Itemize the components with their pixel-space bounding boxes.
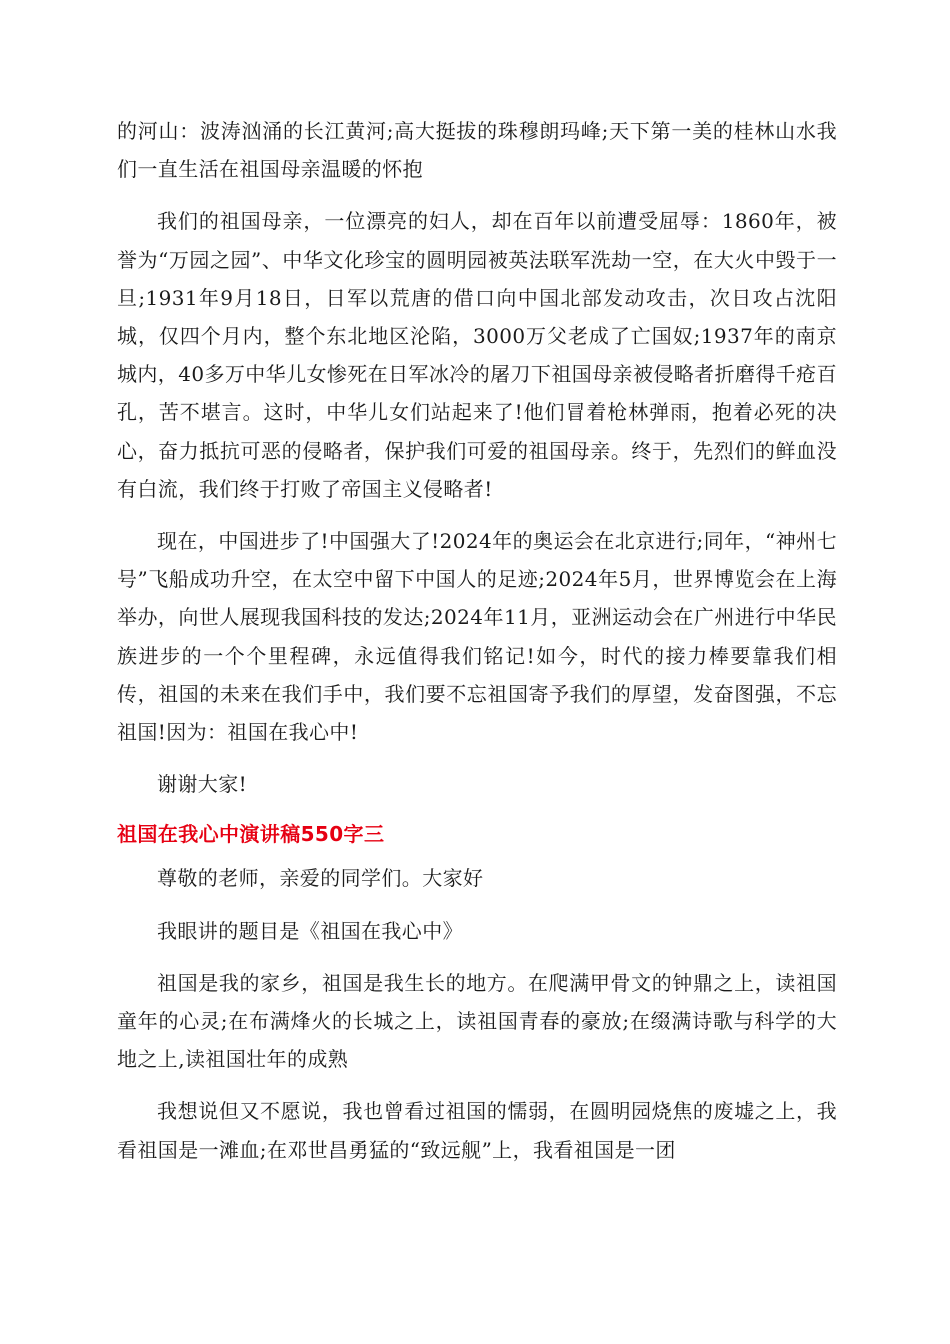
paragraph-greeting: 尊敬的老师，亲爱的同学们。大家好 <box>157 866 484 891</box>
document-page <box>117 112 837 1183</box>
paragraph-thanks: 谢谢大家! <box>157 772 248 797</box>
paragraph-homeland: 祖国是我的家乡，祖国是我生长的地方。在爬满甲骨文的钟鼎之上，读祖国童年的心灵;在布满烽火的长城之上，读祖国青春的豪放;在缀满诗歌与科学的大地之上,读祖国壮年的成熟 <box>117 970 837 1072</box>
paragraph-progress: 现在，中国进步了!中国强大了!2024年的奥运会在北京进行;同年，“神州七号”飞船成功升空，在太空中留下中国人的足迹;2024年5月，世界博览会在上海举办，向世人展现我国科技的发达;2024年11月，亚洲运动会在广州进行中华民族进步的一个个里程碑，永远值得我们铭记!如今，时代的接力棒要靠我们相传，祖国的未来在我们手中，我们要不忘祖国寄予我们的厚望，发奋图强，不忘祖国!因为：祖国在我心中! <box>117 529 837 745</box>
paragraph-topic: 我眼讲的题目是《祖国在我心中》 <box>157 918 463 943</box>
paragraph-continuation: 的河山：波涛汹涌的长江黄河;高大挺拔的珠穆朗玛峰;天下第一美的桂林山水我们一直生活在祖国母亲温暖的怀抱 <box>117 119 837 182</box>
paragraph-history: 我们的祖国母亲，一位漂亮的妇人，却在百年以前遭受屈辱：1860年，被誉为“万园之园”、中华文化珍宝的圆明园被英法联军洗劫一空，在大火中毁于一旦;1931年9月18日，日军以荒唐的借口向中国北部发动攻击，次日攻占沈阳城，仅四个月内，整个东北地区沦陷，3000万父老成了亡国奴;1937年的南京城内，40多万中华儿女惨死在日军冰冷的屠刀下祖国母亲被侵略者折磨得千疮百孔，苦不堪言。这时，中华儿女们站起来了!他们冒着枪林弹雨，抱着必死的决心，奋力抵抗可恶的侵略者，保护我们可爱的祖国母亲。终于，先烈们的鲜血没有白流，我们终于打败了帝国主义侵略者! <box>117 209 837 501</box>
paragraph-weakness: 我想说但又不愿说，我也曾看过祖国的懦弱，在圆明园烧焦的废墟之上，我看祖国是一滩血;在邓世昌勇猛的“致远舰”上，我看祖国是一团 <box>117 1099 837 1162</box>
section-heading: 祖国在我心中演讲稿550字三 <box>117 822 385 847</box>
